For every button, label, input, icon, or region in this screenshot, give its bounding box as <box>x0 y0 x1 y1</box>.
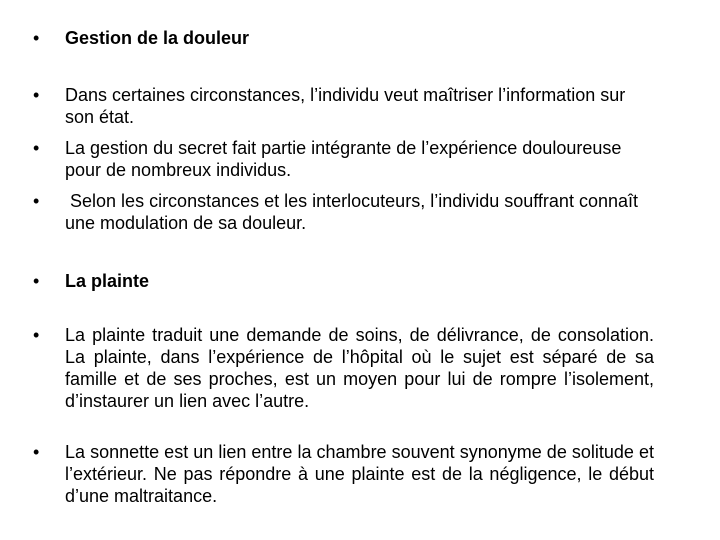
bullet-marker: • <box>33 28 40 48</box>
bullet-text: Selon les circonstances et les interlocuteurs, l’individu souffrant connaît une modulation de sa douleur. <box>65 191 644 233</box>
bullet-text: La sonnette est un lien entre la chambre souvent synonyme de solitude et l’extérieur. Ne pas répondre à une plainte est de la négligence, le début d’une maltraitance. <box>65 442 654 506</box>
bullet-text: La gestion du secret fait partie intégrante de l’expérience douloureuse pour de nombreux individus. <box>65 138 622 180</box>
section-heading: La plainte <box>65 271 150 291</box>
bullet-text: Dans certaines circonstances, l’individu veut maîtriser l’information sur son état. <box>65 85 626 127</box>
section-heading: Gestion de la douleur <box>65 28 250 48</box>
bullet-marker: • <box>33 85 40 105</box>
bullet-marker: • <box>33 325 40 345</box>
bullet-marker: • <box>33 442 40 462</box>
bullet-marker: • <box>33 191 40 211</box>
bullet-marker: • <box>33 138 40 158</box>
bullet-text: La plainte traduit une demande de soins, de délivrance, de consolation. La plainte, dans l’expérience de l’hôpital où le sujet est séparé de sa famille et de ses proches, est un moyen pour lui de rompre l’isolement, d’instaurer un lien avec l’autre. <box>65 325 654 411</box>
bullet-marker: • <box>33 271 40 291</box>
